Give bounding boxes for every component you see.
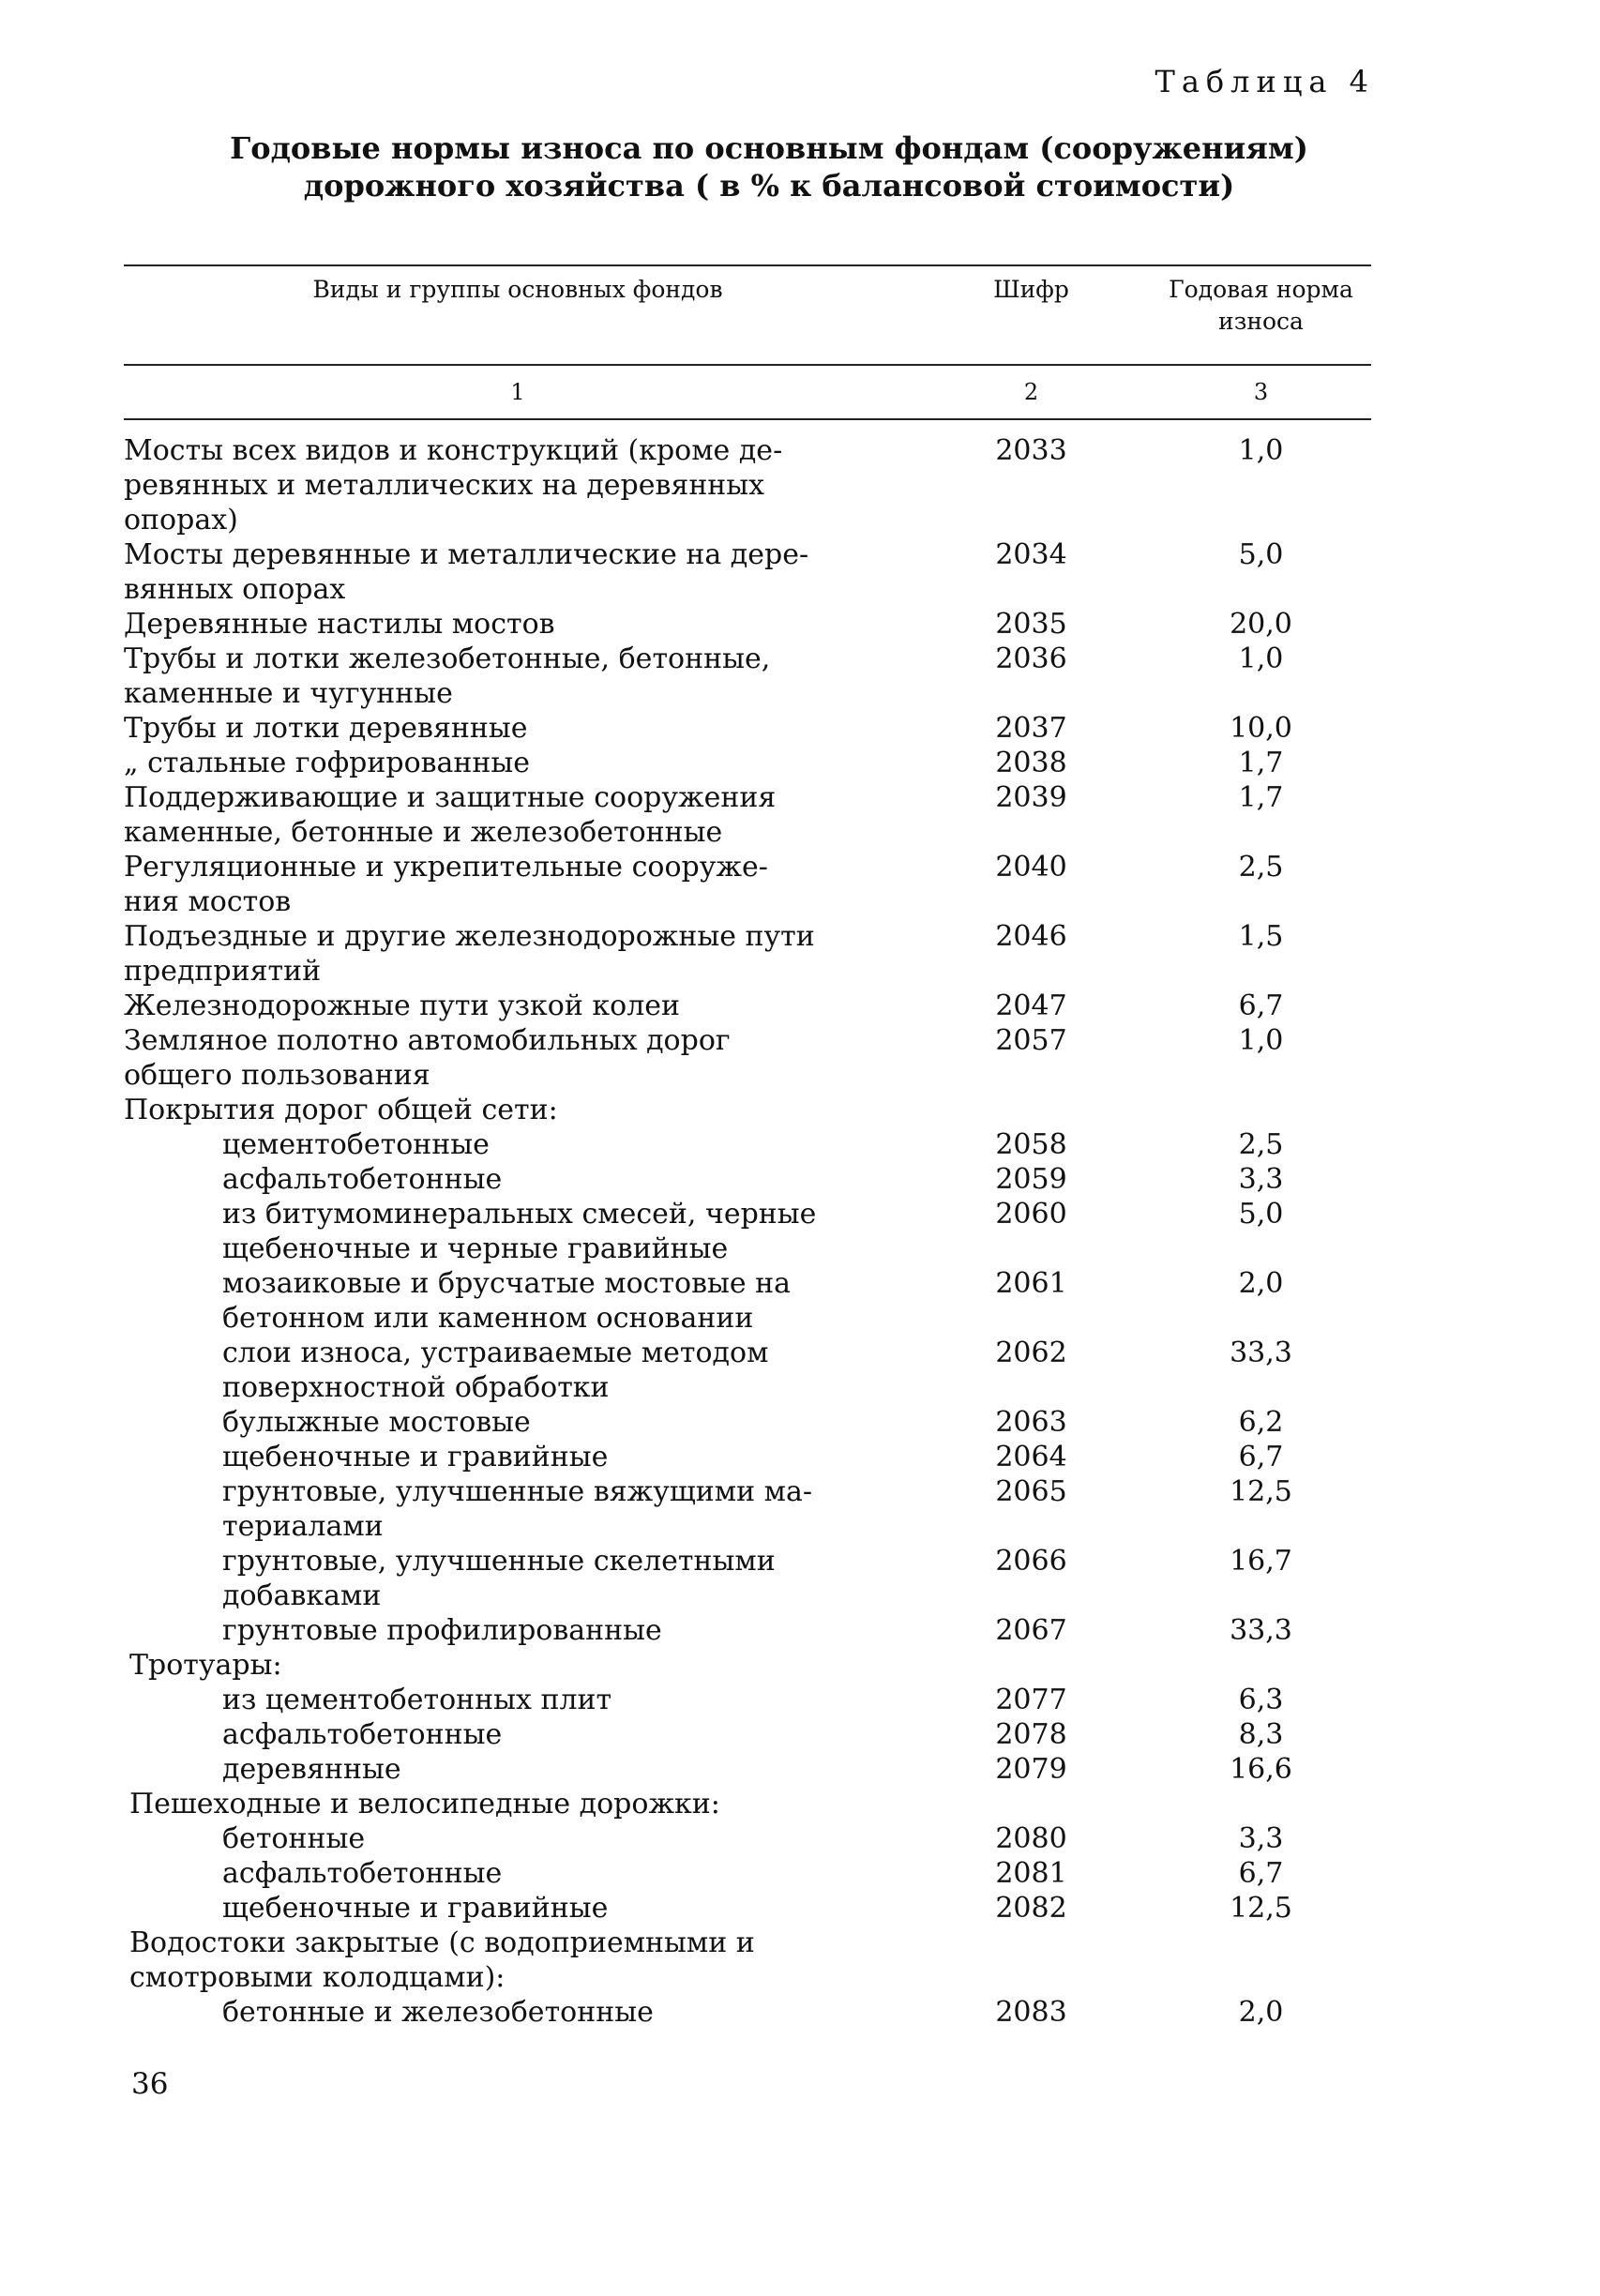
row-description bbox=[124, 1405, 912, 1440]
table-row bbox=[124, 1197, 1371, 1266]
header-col-code: Шифр bbox=[993, 276, 1069, 303]
table-row bbox=[124, 1336, 1371, 1405]
row-description bbox=[124, 1544, 912, 1613]
row-rate bbox=[1151, 1926, 1371, 1995]
row-rate bbox=[1151, 1648, 1371, 1683]
row-description-line: асфальтобетонные bbox=[222, 1857, 503, 1890]
table-row bbox=[124, 1093, 1371, 1127]
row-code: 2065 bbox=[995, 1475, 1067, 1508]
row-description-line: смотровыми колодцами): bbox=[129, 1961, 506, 1994]
row-rate: 6,7 bbox=[1238, 1857, 1284, 1890]
row-description bbox=[124, 1995, 912, 2030]
row-code: 2080 bbox=[995, 1822, 1067, 1855]
row-description-line: Пешеходные и велосипедные дорожки: bbox=[129, 1788, 720, 1820]
table-row bbox=[124, 1544, 1371, 1613]
row-description-line: щебеночные и черные гравийные bbox=[222, 1232, 729, 1265]
row-description-line: Железнодорожные пути узкой колеи bbox=[124, 989, 680, 1022]
row-code: 2057 bbox=[995, 1024, 1067, 1057]
row-description-line: каменные, бетонные и железобетонные bbox=[124, 816, 723, 849]
title-line-2: дорожного хозяйства ( в % к балансовой стоимости) bbox=[303, 168, 1235, 204]
table-row bbox=[124, 1405, 1371, 1440]
table-row bbox=[124, 642, 1371, 711]
row-code: 2063 bbox=[995, 1406, 1067, 1439]
row-description bbox=[124, 850, 912, 919]
row-description-line: Деревянные настилы мостов bbox=[124, 608, 555, 641]
table-row bbox=[124, 989, 1371, 1023]
row-code: 2079 bbox=[995, 1753, 1067, 1786]
row-description bbox=[124, 1717, 912, 1752]
row-description bbox=[124, 1474, 912, 1544]
row-description-line: Регуляционные и укрепительные сооруже- bbox=[124, 851, 768, 884]
table-row bbox=[124, 1717, 1371, 1752]
row-rate: 20,0 bbox=[1230, 608, 1292, 641]
table-row bbox=[124, 1440, 1371, 1474]
table-row bbox=[124, 780, 1371, 850]
table-row bbox=[124, 1127, 1371, 1162]
header-col-types: Виды и группы основных фондов bbox=[312, 276, 723, 303]
table-row bbox=[124, 1613, 1371, 1648]
row-description bbox=[124, 1683, 912, 1717]
row-code: 2064 bbox=[995, 1441, 1067, 1473]
row-description-line: цементобетонные bbox=[222, 1128, 490, 1161]
table-row bbox=[124, 1266, 1371, 1336]
row-rate: 1,0 bbox=[1238, 1024, 1284, 1057]
row-description bbox=[124, 1648, 912, 1683]
table-row bbox=[124, 1995, 1371, 2030]
row-code: 2039 bbox=[995, 781, 1067, 814]
header-col-rate-line-2: износа bbox=[1218, 308, 1304, 335]
row-description-line: Трубы и лотки деревянные bbox=[124, 712, 528, 745]
row-code: 2040 bbox=[995, 851, 1067, 884]
row-description bbox=[124, 1127, 912, 1162]
row-description bbox=[124, 1162, 912, 1197]
row-code: 2034 bbox=[995, 538, 1067, 571]
row-description-line: Водостоки закрытые (с водоприемными и bbox=[129, 1926, 755, 1959]
row-description bbox=[124, 1752, 912, 1787]
table-row bbox=[124, 607, 1371, 642]
row-code: 2046 bbox=[995, 920, 1067, 953]
row-rate: 16,6 bbox=[1230, 1753, 1292, 1786]
row-description bbox=[124, 919, 912, 989]
row-code: 2058 bbox=[995, 1128, 1067, 1161]
row-code: 2036 bbox=[995, 642, 1067, 675]
row-code: 2033 bbox=[995, 434, 1067, 467]
table-row bbox=[124, 1891, 1371, 1926]
row-description bbox=[124, 1336, 912, 1405]
header-top-rule bbox=[124, 264, 1371, 266]
row-description-line: Земляное полотно автомобильных дорог bbox=[124, 1024, 731, 1057]
row-code: 2082 bbox=[995, 1892, 1067, 1925]
row-rate: 1,5 bbox=[1238, 920, 1284, 953]
row-description-line: поверхностной обработки bbox=[222, 1371, 610, 1404]
row-rate: 2,5 bbox=[1238, 851, 1284, 884]
row-description-line: асфальтобетонные bbox=[222, 1718, 503, 1751]
row-description bbox=[124, 780, 912, 850]
row-code bbox=[912, 1648, 1151, 1683]
row-rate: 16,7 bbox=[1230, 1545, 1292, 1578]
row-description bbox=[124, 1613, 912, 1648]
row-rate bbox=[1151, 1787, 1371, 1821]
row-code bbox=[912, 1787, 1151, 1821]
title-line-1: Годовые нормы износа по основным фондам (сооружениям) bbox=[230, 130, 1308, 166]
row-description bbox=[124, 1093, 912, 1127]
row-description-line: ревянных и металлических на деревянных bbox=[124, 469, 765, 502]
table-row bbox=[124, 746, 1371, 780]
row-description-line: териалами bbox=[222, 1510, 384, 1543]
row-description-line: слои износа, устраиваемые методом bbox=[222, 1337, 769, 1369]
row-rate: 3,3 bbox=[1238, 1163, 1284, 1196]
table-row bbox=[124, 1787, 1371, 1821]
row-code: 2062 bbox=[995, 1337, 1067, 1369]
table-row bbox=[124, 1683, 1371, 1717]
table-row bbox=[124, 1474, 1371, 1544]
row-code: 2078 bbox=[995, 1718, 1067, 1751]
row-description-line: каменные и чугунные bbox=[124, 677, 453, 710]
row-description-line: из битумоминеральных смесей, черные bbox=[222, 1198, 817, 1231]
row-code: 2077 bbox=[995, 1684, 1067, 1716]
table-body bbox=[124, 433, 1371, 2030]
row-description-line: Трубы и лотки железобетонные, бетонные, bbox=[124, 642, 771, 675]
row-description-line: из цементобетонных плит bbox=[222, 1684, 612, 1716]
header-col-rate-line-1: Годовая норма bbox=[1169, 276, 1353, 303]
row-description-line: щебеночные и гравийные bbox=[222, 1892, 609, 1925]
row-description bbox=[124, 642, 912, 711]
row-code: 2037 bbox=[995, 712, 1067, 745]
row-description-line: общего пользования bbox=[124, 1059, 430, 1092]
row-rate: 6,7 bbox=[1238, 989, 1284, 1022]
row-description bbox=[124, 607, 912, 642]
row-rate: 1,0 bbox=[1238, 434, 1284, 467]
row-rate: 5,0 bbox=[1238, 538, 1284, 571]
table-row bbox=[124, 850, 1371, 919]
row-rate: 6,2 bbox=[1238, 1406, 1284, 1439]
row-rate: 5,0 bbox=[1238, 1198, 1284, 1231]
row-code: 2047 bbox=[995, 989, 1067, 1022]
row-description-line: деревянные bbox=[222, 1753, 401, 1786]
row-description bbox=[124, 1821, 912, 1856]
row-description-line: булыжные мостовые bbox=[222, 1406, 531, 1439]
row-description-line: Подъездные и другие железнодорожные пути bbox=[124, 920, 815, 953]
row-description-line: грунтовые, улучшенные вяжущими ма- bbox=[222, 1475, 812, 1508]
table-row bbox=[124, 1162, 1371, 1197]
row-rate: 8,3 bbox=[1238, 1718, 1284, 1751]
table-row bbox=[124, 1752, 1371, 1787]
row-rate: 33,3 bbox=[1230, 1337, 1292, 1369]
row-description-line: предприятий bbox=[124, 955, 322, 988]
row-rate bbox=[1151, 1093, 1371, 1127]
header-middle-rule bbox=[124, 364, 1371, 366]
row-rate: 33,3 bbox=[1230, 1614, 1292, 1647]
row-description bbox=[124, 1023, 912, 1093]
page-number: 36 bbox=[131, 2067, 169, 2101]
row-rate: 2,0 bbox=[1238, 1996, 1284, 2029]
row-code bbox=[912, 1926, 1151, 1995]
row-description bbox=[124, 711, 912, 746]
row-code: 2067 bbox=[995, 1614, 1067, 1647]
table-row bbox=[124, 537, 1371, 607]
row-rate: 1,7 bbox=[1238, 747, 1284, 779]
row-description bbox=[124, 433, 912, 537]
table-row bbox=[124, 1856, 1371, 1891]
column-number-2: 2 bbox=[1023, 379, 1039, 405]
row-description bbox=[124, 1926, 912, 1995]
row-description-line: Мосты всех видов и конструкций (кроме де- bbox=[124, 434, 783, 467]
row-description-line: „ стальные гофрированные bbox=[124, 747, 531, 779]
row-description-line: грунтовые, улучшенные скелетными bbox=[222, 1545, 776, 1578]
row-rate: 2,0 bbox=[1238, 1267, 1284, 1300]
row-description-line: добавками bbox=[222, 1579, 382, 1612]
row-code bbox=[912, 1093, 1151, 1127]
row-description bbox=[124, 1266, 912, 1336]
row-description-line: Мосты деревянные и металлические на дере- bbox=[124, 538, 809, 571]
row-rate: 2,5 bbox=[1238, 1128, 1284, 1161]
row-description-line: Поддерживающие и защитные сооружения bbox=[124, 781, 777, 814]
row-description-line: мозаиковые и брусчатые мостовые на bbox=[222, 1267, 792, 1300]
row-description-line: бетонные bbox=[222, 1822, 366, 1855]
row-rate: 6,3 bbox=[1238, 1684, 1284, 1716]
row-description-line: Покрытия дорог общей сети: bbox=[124, 1094, 558, 1126]
header-bottom-rule bbox=[124, 418, 1371, 420]
header-col-rate bbox=[1137, 274, 1385, 338]
row-rate: 12,5 bbox=[1230, 1475, 1292, 1508]
column-number-3: 3 bbox=[1253, 379, 1269, 405]
table-row bbox=[124, 711, 1371, 746]
column-number-1: 1 bbox=[510, 379, 525, 405]
row-description bbox=[124, 1440, 912, 1474]
row-description-line: грунтовые профилированные bbox=[222, 1614, 662, 1647]
table-title bbox=[122, 129, 1416, 204]
table-row bbox=[124, 1023, 1371, 1093]
table-row bbox=[124, 1926, 1371, 1995]
row-code: 2066 bbox=[995, 1545, 1067, 1578]
row-rate: 3,3 bbox=[1238, 1822, 1284, 1855]
row-code: 2059 bbox=[995, 1163, 1067, 1196]
row-description bbox=[124, 537, 912, 607]
row-description-line: асфальтобетонные bbox=[222, 1163, 503, 1196]
table-row bbox=[124, 1648, 1371, 1683]
row-description-line: бетонные и железобетонные bbox=[222, 1996, 654, 2029]
row-description bbox=[124, 1891, 912, 1926]
table-row bbox=[124, 433, 1371, 537]
row-description-line: опорах) bbox=[124, 504, 238, 536]
row-description-line: ния мостов bbox=[124, 885, 292, 918]
table-row bbox=[124, 1821, 1371, 1856]
row-code: 2035 bbox=[995, 608, 1067, 641]
row-description bbox=[124, 989, 912, 1023]
row-description bbox=[124, 746, 912, 780]
row-rate: 6,7 bbox=[1238, 1441, 1284, 1473]
row-code: 2081 bbox=[995, 1857, 1067, 1890]
row-description bbox=[124, 1787, 912, 1821]
row-rate: 1,7 bbox=[1238, 781, 1284, 814]
row-code: 2083 bbox=[995, 1996, 1067, 2029]
table-label: Таблица 4 bbox=[1155, 64, 1375, 99]
table-row bbox=[124, 919, 1371, 989]
row-rate: 1,0 bbox=[1238, 642, 1284, 675]
row-rate: 12,5 bbox=[1230, 1892, 1292, 1925]
row-rate: 10,0 bbox=[1230, 712, 1292, 745]
row-description-line: Тротуары: bbox=[129, 1649, 282, 1682]
row-description-line: вянных опорах bbox=[124, 573, 346, 606]
row-code: 2060 bbox=[995, 1198, 1067, 1231]
row-description-line: щебеночные и гравийные bbox=[222, 1441, 609, 1473]
row-description-line: бетонном или каменном основании bbox=[222, 1302, 754, 1335]
row-code: 2061 bbox=[995, 1267, 1067, 1300]
row-code: 2038 bbox=[995, 747, 1067, 779]
row-description bbox=[124, 1197, 912, 1266]
row-description bbox=[124, 1856, 912, 1891]
